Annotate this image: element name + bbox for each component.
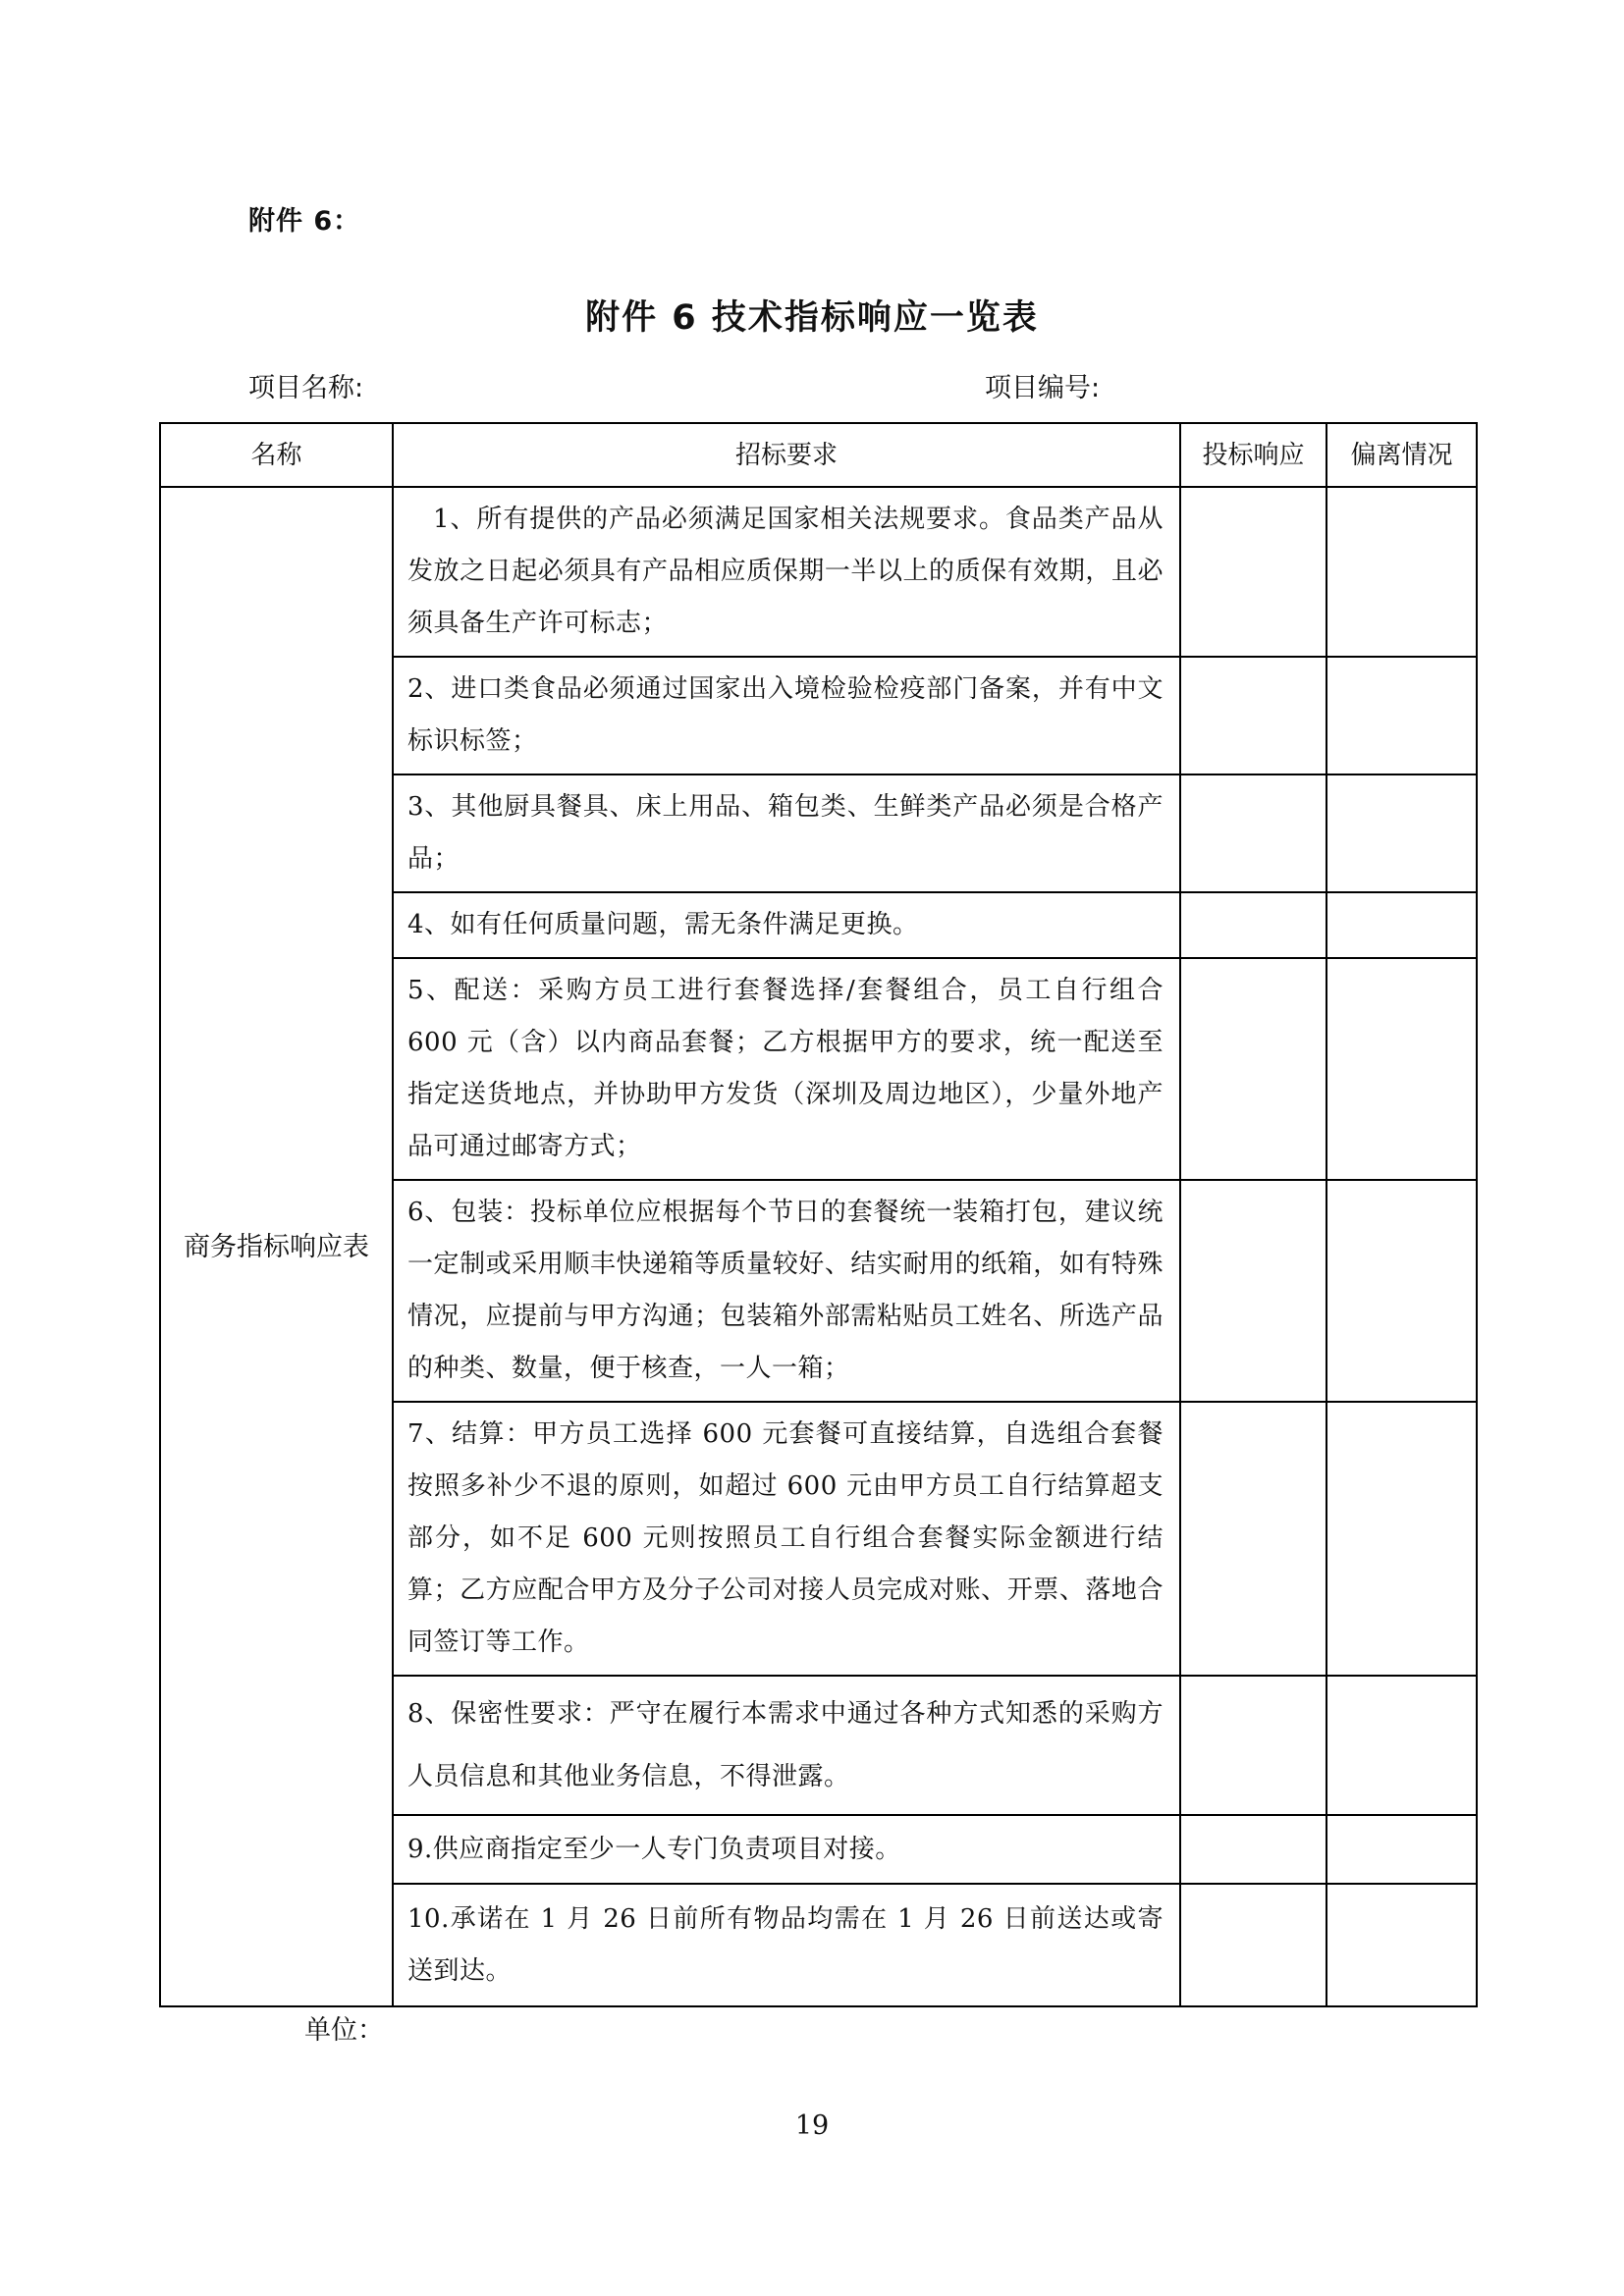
- response-cell[interactable]: [1180, 1402, 1326, 1676]
- deviation-cell[interactable]: [1326, 774, 1477, 892]
- requirement-cell: 1、所有提供的产品必须满足国家相关法规要求。食品类产品从发放之日起必须具有产品相应质保期一半以上的质保有效期，且必须具备生产许可标志；: [393, 487, 1180, 657]
- document-title: 附件 6 技术指标响应一览表: [585, 298, 1039, 338]
- header-name: 名称: [160, 423, 393, 487]
- category-cell: 商务指标响应表: [160, 487, 393, 2006]
- table-row: [160, 487, 1477, 657]
- deviation-cell[interactable]: [1326, 892, 1477, 958]
- requirement-cell: 2、进口类食品必须通过国家出入境检验检疫部门备案，并有中文标识标签；: [393, 657, 1180, 774]
- header-deviation: 偏离情况: [1326, 423, 1477, 487]
- deviation-cell[interactable]: [1326, 958, 1477, 1180]
- deviation-cell[interactable]: [1326, 1180, 1477, 1402]
- response-cell[interactable]: [1180, 487, 1326, 657]
- response-cell[interactable]: [1180, 1884, 1326, 2006]
- deviation-cell[interactable]: [1326, 657, 1477, 774]
- deviation-cell[interactable]: [1326, 1402, 1477, 1676]
- unit-label: 单位：: [304, 2015, 384, 2046]
- requirement-cell: 10.承诺在 1 月 26 日前所有物品均需在 1 月 26 日前送达或寄送到达。: [393, 1884, 1180, 2006]
- header-requirement: 招标要求: [393, 423, 1180, 487]
- requirement-cell: 4、如有任何质量问题，需无条件满足更换。: [393, 892, 1180, 958]
- requirement-cell: 3、其他厨具餐具、床上用品、箱包类、生鲜类产品必须是合格产品；: [393, 774, 1180, 892]
- project-number-label: 项目编号:: [985, 373, 1101, 403]
- response-cell[interactable]: [1180, 958, 1326, 1180]
- attachment-label: 附件 6：: [248, 206, 361, 237]
- header-response: 投标响应: [1180, 423, 1326, 487]
- response-cell[interactable]: [1180, 1815, 1326, 1884]
- deviation-cell[interactable]: [1326, 487, 1477, 657]
- response-cell[interactable]: [1180, 1180, 1326, 1402]
- response-cell[interactable]: [1180, 657, 1326, 774]
- table-header-row: [160, 423, 1477, 487]
- requirement-cell: 9.供应商指定至少一人专门负责项目对接。: [393, 1815, 1180, 1884]
- response-table: [159, 422, 1478, 2007]
- requirement-cell: 5、配送：采购方员工进行套餐选择/套餐组合，员工自行组合 600 元（含）以内商品套餐；乙方根据甲方的要求，统一配送至指定送货地点，并协助甲方发货（深圳及周边地区），少量外地产品可通过邮寄方式；: [393, 958, 1180, 1180]
- requirement-cell: 8、保密性要求：严守在履行本需求中通过各种方式知悉的采购方人员信息和其他业务信息，不得泄露。: [393, 1676, 1180, 1815]
- response-cell[interactable]: [1180, 1676, 1326, 1815]
- response-cell[interactable]: [1180, 892, 1326, 958]
- project-name-label: 项目名称:: [248, 373, 364, 403]
- response-cell[interactable]: [1180, 774, 1326, 892]
- page-number: 19: [794, 2110, 830, 2141]
- requirement-cell: 7、结算：甲方员工选择 600 元套餐可直接结算，自选组合套餐按照多补少不退的原则，如超过 600 元由甲方员工自行结算超支部分，如不足 600 元则按照员工自行组合套餐实际金额进行结算；乙方应配合甲方及分子公司对接人员完成对账、开票、落地合同签订等工作。: [393, 1402, 1180, 1676]
- deviation-cell[interactable]: [1326, 1815, 1477, 1884]
- requirement-cell: 6、包装：投标单位应根据每个节日的套餐统一装箱打包，建议统一定制或采用顺丰快递箱等质量较好、结实耐用的纸箱，如有特殊情况，应提前与甲方沟通；包装箱外部需粘贴员工姓名、所选产品的种类、数量，便于核查，一人一箱；: [393, 1180, 1180, 1402]
- deviation-cell[interactable]: [1326, 1676, 1477, 1815]
- deviation-cell[interactable]: [1326, 1884, 1477, 2006]
